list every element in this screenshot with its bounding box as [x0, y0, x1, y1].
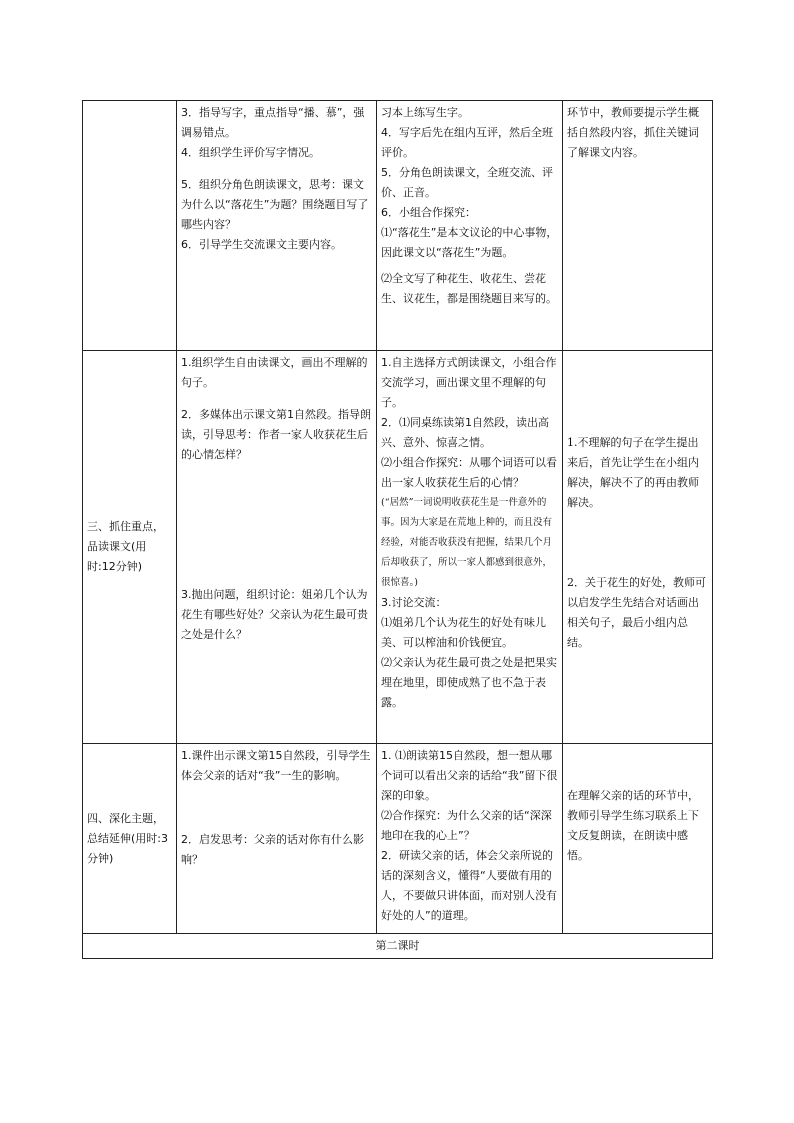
teacher-step: 2．启发思考：父亲的话对你有什么影响？ [181, 833, 364, 866]
teacher-step: 1.课件出示课文第15自然段，引导学生体会父亲的话对“我”一生的影响。 [181, 749, 371, 782]
student-step: ⑵全文写了种花生、收花生、尝花生、议花生，都是围绕题目来写的。 [381, 272, 557, 305]
teacher-step: 5．组织分角色朗读课文，思考：课文为什么以“落花生”为题？围绕题目写了哪些内容？ [181, 178, 369, 231]
design-note-cell [563, 744, 713, 934]
design-note-cell [563, 351, 713, 744]
design-note: 1.不理解的句子在学生提出来后，首先让学生在小组内解决，解决不了的再由教师解决。 [567, 436, 699, 509]
design-note: 环节中，教师要提示学生概括自然段内容，抓住关键词了解课文内容。 [567, 106, 699, 159]
table-row [83, 101, 713, 351]
student-activity-cell [377, 101, 563, 351]
teacher-step: 1.组织学生自由读课文，画出不理解的句子。 [181, 356, 368, 389]
student-step: 2．研读父亲的话，体会父亲所说的话的深刻含义，懂得“人要做有用的人，不要做只讲体面，而对别人没有好处的人”的道理。 [381, 849, 557, 922]
stage-cell [83, 101, 177, 351]
section-heading: 第二课时 [83, 934, 713, 959]
design-note: 2．关于花生的好处，教师可以启发学生先结合对话画出相关句子，最后小组内总结。 [567, 576, 706, 649]
stage-cell: 三、抓住重点，品读课文(用时:12分钟) [83, 351, 177, 744]
student-step-explanation: (“居然”一词说明收获花生是一件意外的事。因为大家是在荒地上种的，而且没有经验，对能否收获没有把握，结果几个月后却收获了，所以一家人都感到很意外，很惊喜。) [381, 497, 553, 588]
teacher-step: 2．多媒体出示课文第1自然段。指导朗读，引导思考：作者一家人收获花生后的心情怎样？ [181, 408, 371, 461]
student-step: 1.自主选择方式朗读课文，小组合作交流学习，画出课文里不理解的句子。 [381, 356, 557, 409]
teacher-activity-cell [177, 101, 377, 351]
teacher-step: 3．指导写字，重点指导“播、慕”，强调易错点。 [181, 106, 365, 139]
table-row [83, 351, 713, 744]
table-row [83, 934, 713, 959]
student-step: 5．分角色朗读课文，全班交流、评价、正音。 [381, 166, 553, 199]
student-step: 1. ⑴朗读第15自然段，想一想从哪个词可以看出父亲的话给“我”留下很深的印象。 [381, 749, 558, 802]
design-note-cell [563, 101, 713, 351]
table-row [83, 744, 713, 934]
teacher-step: 6．引导学生交流课文主要内容。 [181, 238, 342, 251]
student-step: 习本上练写生字。 [381, 106, 469, 119]
student-activity-cell [377, 351, 563, 744]
student-step: ⑴姐弟几个认为花生的好处有味儿美、可以榨油和价钱便宜。 [381, 616, 546, 649]
student-step: 4．写字后先在组内互评，然后全班评价。 [381, 126, 553, 159]
teacher-activity-cell [177, 351, 377, 744]
student-activity-cell [377, 744, 563, 934]
student-step: ⑵父亲认为花生最可贵之处是把果实埋在地里，即使成熟了也不急于表露。 [381, 656, 557, 709]
teacher-activity-cell [177, 744, 377, 934]
student-step: ⑴“落花生”是本文议论的中心事物，因此课文以“落花生”为题。 [381, 226, 558, 259]
teacher-step: 3.抛出问题，组织讨论：姐弟几个认为花生有哪些好处？父亲认为花生最可贵之处是什么？ [181, 588, 368, 641]
stage-cell: 四、深化主题，总结延伸(用时:3分钟) [83, 744, 177, 934]
student-step: 3.讨论交流： [381, 596, 447, 609]
design-note: 在理解父亲的话的环节中，教师引导学生练习联系上下文反复朗读，在朗读中感悟。 [567, 789, 699, 862]
student-step: ⑵小组合作探究：从哪个词语可以看出一家人收获花生后的心情？ [381, 456, 557, 489]
student-step: 2．⑴同桌练读第1自然段，读出高兴、意外、惊喜之情。 [381, 416, 549, 449]
student-step: ⑵合作探究：为什么父亲的话“深深地印在我的心上”？ [381, 809, 552, 842]
student-step: 6．小组合作探究： [381, 206, 476, 219]
teacher-step: 4．组织学生评价写字情况。 [181, 146, 320, 159]
lesson-plan-table [82, 100, 713, 959]
